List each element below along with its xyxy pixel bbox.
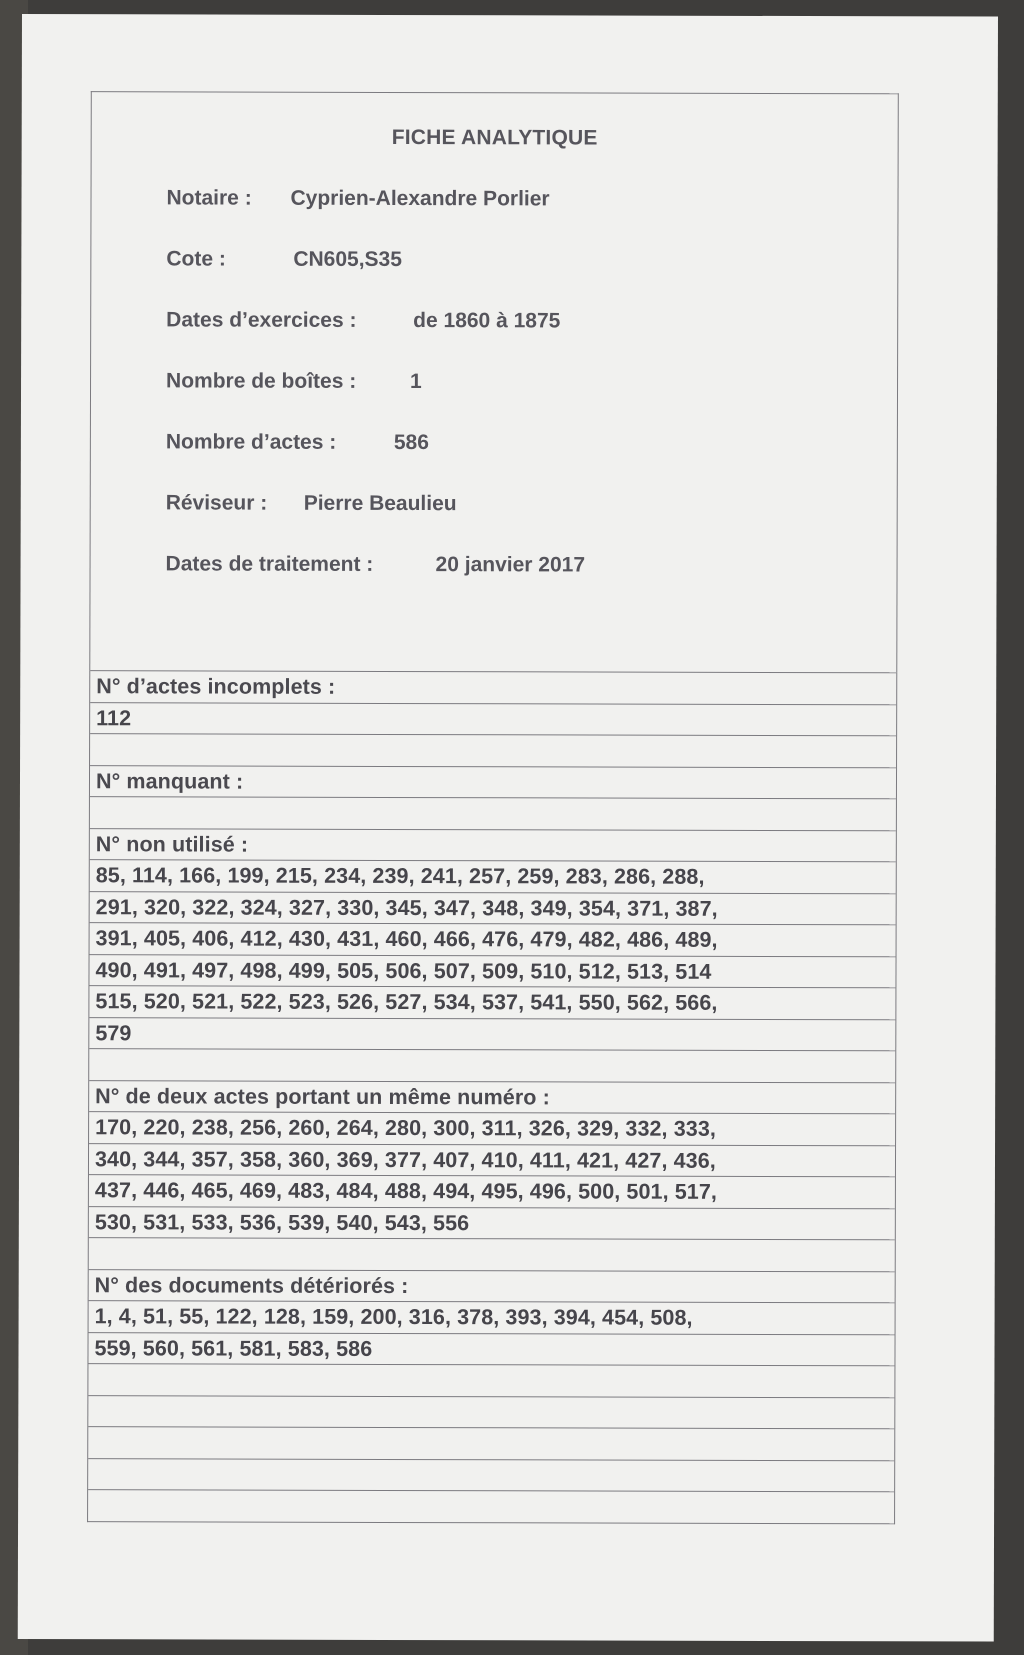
blank-line [88,1458,894,1492]
blank-line [90,733,896,767]
field-label: Notaire : [166,186,252,210]
field-label: Nombre d’actes : [165,430,337,454]
section-line: 391, 405, 406, 412, 430, 431, 460, 466, 476, 479, 482, 486, 489, [90,922,896,956]
header-box [89,91,899,672]
field-dates-traitement [166,552,586,577]
field-dates-exercices [166,308,560,333]
section-heading-manquant: N° manquant : [90,765,896,799]
section-line: 437, 446, 465, 469, 483, 484, 488, 494, 495, 496, 500, 501, 517, [89,1174,895,1208]
field-label: Dates de traitement : [165,552,374,576]
field-value: CN605,S35 [293,247,402,271]
section-line: 559, 560, 561, 581, 583, 586 [88,1332,894,1366]
blank-line [88,1426,894,1460]
blank-line [88,1489,894,1523]
field-reviseur [166,491,457,516]
section-heading-meme-numero: N° de deux actes portant un même numéro : [89,1080,895,1114]
field-label: Dates d’exercices : [166,308,357,332]
section-line: 340, 344, 357, 358, 360, 369, 377, 407, 410, 411, 421, 427, 436, [89,1143,895,1177]
section-line: 170, 220, 238, 256, 260, 264, 280, 300, 311, 326, 329, 332, 333, [89,1111,895,1145]
field-cote [166,247,402,272]
section-line: 579 [89,1017,895,1051]
section-line: 291, 320, 322, 324, 327, 330, 345, 347, 348, 349, 354, 371, 387, [90,891,896,925]
blank-line [90,796,896,830]
section-heading-non-utilise: N° non utilisé : [90,828,896,862]
fiche-analytique [87,91,899,1524]
field-label: Nombre de boîtes : [166,369,357,393]
field-nombre-actes [166,430,429,455]
blank-line [89,1237,895,1271]
field-value: Pierre Beaulieu [303,491,457,516]
details-table [87,670,897,1524]
section-heading-deteriores: N° des documents détériorés : [89,1269,895,1303]
field-value: Cyprien-Alexandre Porlier [290,186,550,211]
field-nombre-boites [166,369,422,394]
field-label: Réviseur : [165,491,268,515]
section-line: 490, 491, 497, 498, 499, 505, 506, 507, 509, 510, 512, 513, 514 [89,954,895,988]
blank-line [89,1048,895,1082]
document-title: FICHE ANALYTIQUE [391,125,598,150]
field-value: 1 [410,370,422,394]
section-line: 530, 531, 533, 536, 539, 540, 543, 556 [89,1206,895,1240]
paper-sheet [18,14,998,1642]
field-value: 586 [393,430,429,455]
field-notaire [166,186,549,211]
field-label: Cote : [166,247,226,271]
section-line: 85, 114, 166, 199, 215, 234, 239, 241, 257, 259, 283, 286, 288, [90,859,896,893]
section-heading-incomplets: N° d’actes incomplets : [90,670,896,704]
section-line: 515, 520, 521, 522, 523, 526, 527, 534, 537, 541, 550, 562, 566, [89,985,895,1019]
section-line: 1, 4, 51, 55, 122, 128, 159, 200, 316, 378, 393, 394, 454, 508, [89,1300,895,1334]
blank-line [88,1395,894,1429]
blank-line [88,1363,894,1397]
field-value: 20 janvier 2017 [435,553,586,577]
field-value: de 1860 à 1875 [413,309,561,333]
section-line: 112 [90,702,896,736]
